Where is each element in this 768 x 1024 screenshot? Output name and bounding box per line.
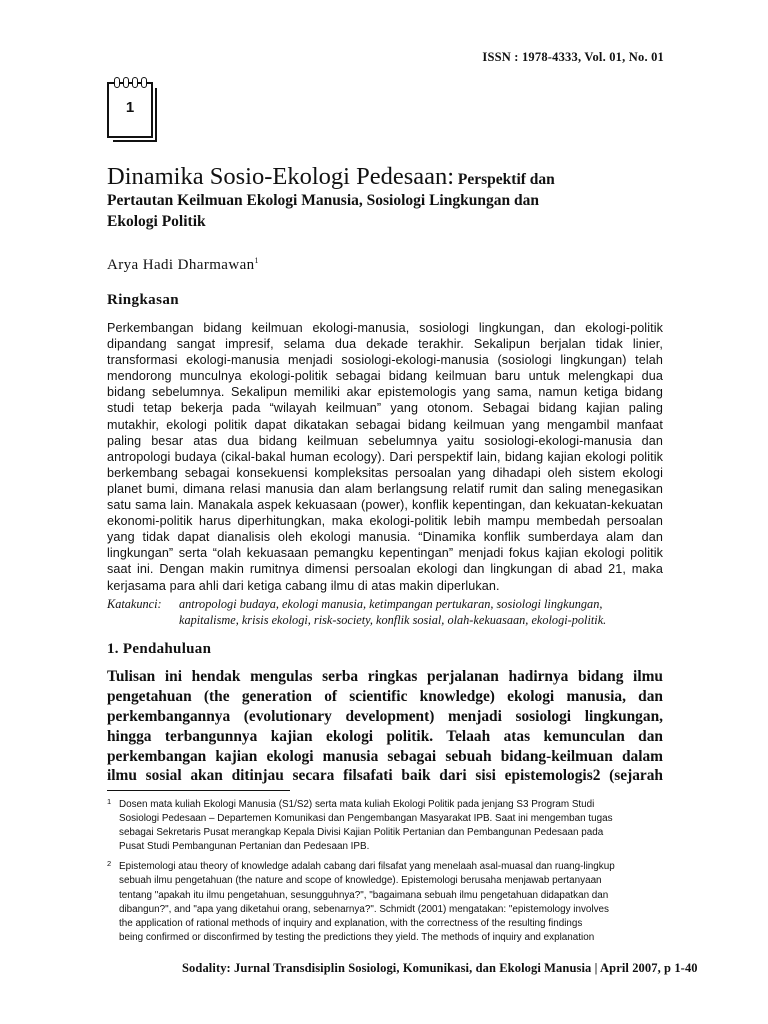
author-name: Arya Hadi Dharmawan	[107, 257, 255, 273]
footnote-mark: 1	[107, 797, 112, 806]
abstract-line: bidang sebelumnya. Sekalipun memiliki akar epistemologis yang sama, namun ketiga bidang	[107, 385, 663, 400]
abstract-line: saat ini. Dengan makin rumitnya dimensi persoalan ekologi dan lingkungan di abad 21, maka	[107, 562, 663, 577]
title-subtitle-line2: Pertautan Keilmuan Ekologi Manusia, Sosiologi Lingkungan dan	[107, 192, 539, 209]
article-title	[107, 163, 647, 232]
abstract-line: paling besar atas dua bidang keilmuan sebelumnya yaitu sosiologi-ekologi-manusia dan	[107, 433, 663, 448]
footnote-2	[107, 860, 663, 945]
abstract-line: Perkembangan bidang keilmuan ekologi-manusia, sosiologi lingkungan, dan ekologi-politik	[107, 321, 663, 335]
abstract-line: ekonomi-politik harus diperhitungkan, maka ekologi-politik lebih mampu membedah persoalan	[107, 514, 663, 529]
issn-header: ISSN : 1978-4333, Vol. 01, No. 01	[482, 50, 664, 64]
intro-line: hingga terbangunnya kajian ekologi politik. Telaah atas kemunculan dan	[107, 727, 663, 745]
footnote-line: Sosiologi Pedesaan – Departemen Komunikasi dan Pengembangan Masyarakat IPB. Saat ini mengemban tugas	[119, 813, 613, 825]
footnote-line: Dosen mata kuliah Ekologi Manusia (S1/S2) serta mata kuliah Ekologi Politik pada jenjang S3 Program Studi	[119, 799, 595, 810]
abstract-heading: Ringkasan	[107, 292, 179, 308]
abstract-line: studi tetap bekerja pada “wilayah keilmuan” yang otonom. Sebagai bidang kajian paling	[107, 401, 663, 416]
footnote-mark: 2	[107, 859, 112, 869]
footnote-line: sebuah ilmu pengetahuan (the nature and scope of knowledge). Epistemologi berusaha menjawab pertanyaan	[119, 875, 602, 887]
abstract-line: berkembang sebagai konsekuensi kompleksitas persoalan yang dihadapi oleh sistem ekologi	[107, 465, 663, 480]
keywords-list	[179, 596, 663, 628]
abstract-body	[107, 320, 663, 594]
abstract-line: yang tidak dapat dianalisis oleh ekologi manusia. “Dinamika konflik sumberdaya alam dan	[107, 530, 663, 545]
intro-line: pengetahuan (the generation of scientific knowledge) ekologi manusia, dan	[107, 687, 663, 705]
section-heading: 1. Pendahuluan	[107, 641, 212, 657]
binder-ring-icon	[132, 77, 138, 88]
footnote-line: sebagai Sekretaris Pusat merangkap Kepala Divisi Kajian Politik Pertanian dan Pembangunan Pedesaan pada	[119, 827, 604, 839]
abstract-line: antropologi budaya (cikal-bakal human ecology). Dari perspektif lain, bidang kajian ekologi politik	[107, 449, 663, 464]
binder-ring-icon	[123, 77, 129, 88]
chapter-number-box	[107, 82, 153, 138]
abstract-line: lingkungan” serta “olah kekuasaan pemangku kepentingan” menjadi fokus kajian ekologi politik	[107, 546, 663, 561]
abstract-line: mendorong munculnya ekologi-politik sebagai bidang keilmuan baru untuk melengkapi dua	[107, 369, 663, 384]
footnote-line: the application of rational methods of inquiry and explanation, with the correctness of the resulting findings	[119, 917, 583, 929]
intro-line: perkembangan kajian ekologi manusia sebagai sebuah bidang-keilmuan dalam	[107, 747, 663, 765]
chapter-number: 1	[125, 99, 135, 116]
footnote-line: Epistemologi atau theory of knowledge adalah cabang dari filsafat yang menelaah asal-muasal dan ruang-lingkup	[119, 861, 615, 873]
keywords-line: antropologi budaya, ekologi manusia, ketimpangan pertukaran, sosiologi lingkungan,	[179, 597, 603, 611]
footnote-divider	[107, 790, 290, 791]
footnotes	[107, 798, 663, 945]
abstract-line: planet bumi, dimana relasi manusia dan alam berlangsung relatif rumit dan saling menegasikan	[107, 481, 663, 496]
abstract-line: dipandang sangat impresif, selama dua dekade terakhir. Sekalipun berjalan tidak linier,	[107, 337, 663, 352]
keywords-label: Katakunci:	[107, 597, 162, 611]
binder-ring-icon	[114, 77, 120, 88]
title-subtitle-part1: Perspektif dan	[454, 171, 555, 188]
abstract-line: mutakhir, ekologi politik dapat dikatakan sebagai bidang keilmuan yang mengambil manfaat	[107, 417, 663, 432]
footnote-1	[107, 798, 663, 854]
abstract-line: transformasi ekologi-manusia menjadi sosiologi-ekologi-manusia (sosiologi lingkungan) telah	[107, 353, 663, 368]
intro-paragraph	[107, 667, 663, 786]
intro-line: perkembangannya (evolutionary development) menjadi sosiologi lingkungan,	[107, 707, 663, 725]
footnote-line: being confirmed or disconfirmed by testing the predictions they yield. The methods of inquiry and explanation	[119, 931, 595, 943]
binder-ring-icon	[141, 77, 147, 88]
footnote-line: tentang "apakah itu ilmu pengetahuan, sesungguhnya?", "bagaimana sebuah ilmu pengetahuan didapatkan dan	[119, 889, 609, 901]
abstract-line: kerjasama para ahli dari ketiga cabang ilmu di atas makin diperlukan.	[107, 578, 500, 593]
author-line	[107, 256, 259, 274]
title-main: Dinamika Sosio-Ekologi Pedesaan:	[107, 163, 455, 190]
intro-line: Tulisan ini hendak mengulas serba ringkas perjalanan hadirnya bidang ilmu	[107, 668, 663, 685]
author-footnote-mark: 1	[254, 256, 259, 265]
abstract-line: satu sama lain. Manakala aspek kekuasaan (power), konflik kepentingan, dan kekuatan-kekuatan	[107, 498, 663, 513]
title-subtitle-line3: Ekologi Politik	[107, 213, 206, 230]
footnote-line: Pusat Studi Pembangunan Pertanian dan Pedesaan IPB.	[119, 841, 370, 853]
journal-footer: Sodality: Jurnal Transdisiplin Sosiologi, Komunikasi, dan Ekologi Manusia | April 2007, p 1-40	[182, 961, 698, 975]
intro-line: ilmu sosial akan ditinjau secara filsafati baik dari sisi epistemologis2 (sejarah	[107, 767, 663, 785]
keywords-line: kapitalisme, krisis ekologi, risk-society, konflik sosial, olah-kekuasaan, ekologi-politik.	[179, 613, 607, 627]
footnote-line: dibangun?", and "apa yang diketahui orang, sebenarnya?". Schmidt (2001) mengatakan: "epistemology involves	[119, 903, 609, 915]
